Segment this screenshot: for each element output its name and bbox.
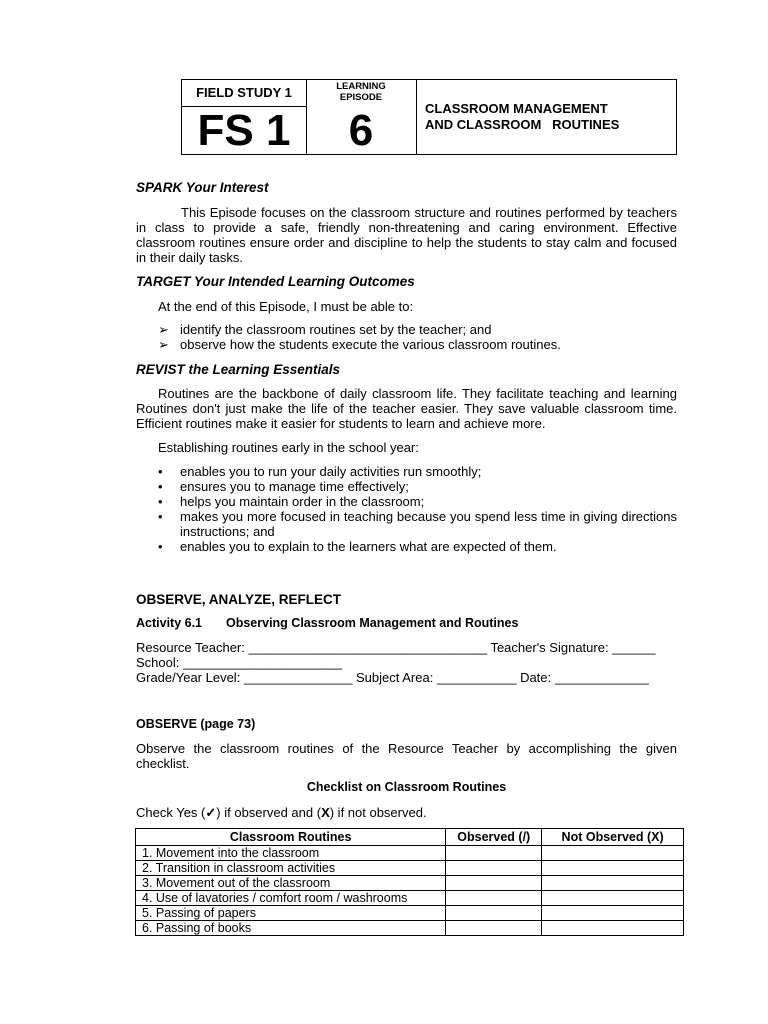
list-item: • enables you to explain to the learners what are expected of them. (158, 539, 557, 554)
arrow-bullet-icon: ➢ (158, 322, 169, 337)
resource-teacher-line: Resource Teacher: _________________________________ Teacher's Signature: ______ (136, 640, 656, 655)
table-row (136, 846, 684, 861)
spark-paragraph: This Episode focuses on the classroom structure and routines performed by teachers in class to provide a safe, friendly non-threatening and caring environment. Effective classroom routines ensure order and discipline to help the students to stay calm and focused in their daily tasks. (136, 205, 677, 265)
check-mark-icon: ✓ (205, 805, 217, 820)
routine-cell: 4. Use of lavatories / comfort room / washrooms (136, 891, 446, 906)
list-item: • enables you to run your daily activities run smoothly; (158, 464, 482, 479)
grade-subject-date-line: Grade/Year Level: _______________ Subject Area: ___________ Date: _____________ (136, 670, 649, 685)
spark-heading: SPARK Your Interest (136, 180, 269, 195)
not-observed-cell[interactable] (542, 921, 684, 936)
routine-cell: 2. Transition in classroom activities (136, 861, 446, 876)
not-observed-cell[interactable] (542, 861, 684, 876)
bullet-icon: • (158, 539, 163, 554)
checklist-table (135, 828, 684, 936)
not-observed-cell[interactable] (542, 906, 684, 921)
header-box (181, 79, 677, 155)
table-header-row (136, 829, 684, 846)
field-study-code: FS 1 (197, 106, 291, 155)
table-row (136, 861, 684, 876)
revisit-paragraph: Routines are the backbone of daily classroom life. They facilitate teaching and learning Routines don't just make the life of the teacher easier. They save valuable classroom time. Efficient routines make it easier for students to learn and achieve more. (136, 386, 677, 431)
bullet-icon: • (158, 464, 163, 479)
observed-cell[interactable] (446, 921, 542, 936)
column-header: Not Observed (X) (542, 829, 684, 846)
episode-title-line: CLASSROOM MANAGEMENT (425, 101, 608, 116)
observed-cell[interactable] (446, 891, 542, 906)
arrow-bullet-icon: ➢ (158, 337, 169, 352)
table-row (136, 906, 684, 921)
routine-cell: 6. Passing of books (136, 921, 446, 936)
column-header: Observed (/) (446, 829, 542, 846)
routine-cell: 5. Passing of papers (136, 906, 446, 921)
list-item: • ensures you to manage time effectively; (158, 479, 409, 494)
revisit-heading: REVIST the Learning Essentials (136, 362, 341, 377)
episode-title-line: AND CLASSROOM ROUTINES (425, 117, 620, 132)
table-row (136, 921, 684, 936)
not-observed-cell[interactable] (542, 876, 684, 891)
header-divider (416, 80, 417, 154)
observed-cell[interactable] (446, 876, 542, 891)
target-intro: At the end of this Episode, I must be able to: (158, 299, 414, 314)
table-row (136, 891, 684, 906)
school-line: School: ______________________ (136, 655, 343, 670)
column-header: Classroom Routines (136, 829, 446, 846)
observe-paragraph: Observe the classroom routines of the Resource Teacher by accomplishing the given checklist. (136, 741, 677, 771)
bullet-icon: • (158, 479, 163, 494)
list-item: • makes you more focused in teaching because you spend less time in giving directions instructions; and (158, 509, 677, 539)
list-item: ➢ observe how the students execute the various classroom routines. (158, 337, 561, 352)
target-list (136, 322, 677, 352)
episode-label (306, 81, 416, 103)
revisit-list (136, 464, 677, 554)
observed-cell[interactable] (446, 846, 542, 861)
observed-cell[interactable] (446, 861, 542, 876)
activity-title: Observing Classroom Management and Routines (226, 616, 519, 630)
check-instructions: Check Yes (✓) if observed and (X) if not observed. (136, 805, 427, 820)
routine-cell: 3. Movement out of the classroom (136, 876, 446, 891)
bullet-icon: • (158, 494, 163, 509)
revisit-intro: Establishing routines early in the school year: (158, 440, 419, 455)
episode-number: 6 (348, 106, 374, 155)
bullet-icon: • (158, 509, 163, 524)
routine-cell: 1. Movement into the classroom (136, 846, 446, 861)
list-item: • helps you maintain order in the classroom; (158, 494, 425, 509)
observe-page-heading: OBSERVE (page 73) (136, 717, 256, 731)
observed-cell[interactable] (446, 906, 542, 921)
x-mark: X (321, 805, 330, 820)
observe-analyze-reflect-heading: OBSERVE, ANALYZE, REFLECT (136, 592, 342, 607)
table-row (136, 876, 684, 891)
activity-number: Activity 6.1 (136, 616, 203, 630)
not-observed-cell[interactable] (542, 891, 684, 906)
checklist-title: Checklist on Classroom Routines (306, 780, 507, 794)
field-study-label: FIELD STUDY 1 (196, 85, 292, 100)
list-item: ➢ identify the classroom routines set by the teacher; and (158, 322, 492, 337)
episode-title (425, 101, 670, 133)
not-observed-cell[interactable] (542, 846, 684, 861)
episode-label-line: EPISODE (339, 92, 383, 103)
target-heading: TARGET Your Intended Learning Outcomes (136, 274, 415, 289)
episode-label-line: LEARNING (336, 81, 386, 92)
